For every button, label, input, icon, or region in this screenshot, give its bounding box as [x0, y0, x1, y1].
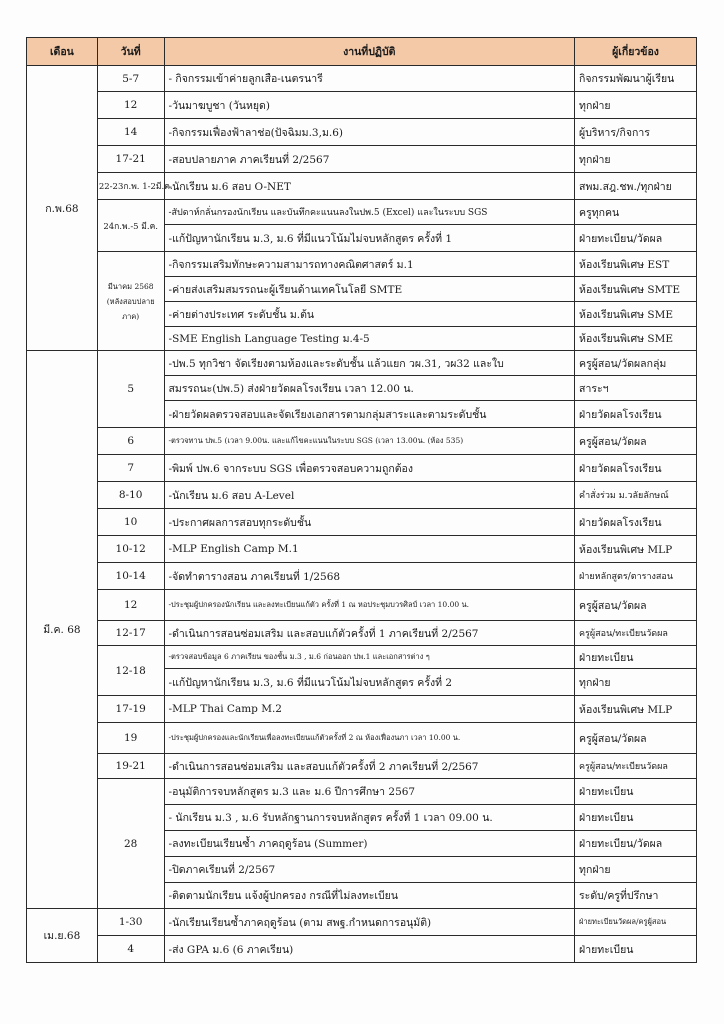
date-cell: 17-19: [97, 696, 164, 723]
date-cell: 14: [97, 119, 164, 146]
task-cell: -แก้ปัญหานักเรียน ม.3, ม.6 ที่มีแนวโน้มไม่จบหลักสูตร ครั้งที่ 1: [164, 225, 575, 252]
table-row: [27, 536, 697, 563]
task-cell: -MLP Thai Camp M.2: [164, 696, 575, 723]
responsible-cell: ทุกฝ่าย: [575, 146, 697, 173]
task-cell: -ค่ายส่งเสริมสมรรถนะผู้เรียนด้านเทคโนโลยี SMTE: [164, 277, 575, 302]
date-cell: 6: [97, 428, 164, 455]
date-cell: 10-12: [97, 536, 164, 563]
task-cell: -วันมาฆบูชา (วันหยุด): [164, 92, 575, 119]
task-cell: -นักเรียน ม.6 สอบ A-Level: [164, 482, 575, 509]
table-row: [27, 590, 697, 621]
month-cell-feb: ก.พ.68: [27, 66, 98, 351]
date-cell: 8-10: [97, 482, 164, 509]
responsible-cell: ห้องเรียนพิเศษ EST: [575, 252, 697, 277]
task-cell: -ลงทะเบียนเรียนซ้ำ ภาคฤดูร้อน (Summer): [164, 831, 575, 857]
responsible-cell: ฝ่ายทะเบียน: [575, 805, 697, 831]
responsible-cell: ทุกฝ่าย: [575, 857, 697, 883]
task-cell: สมรรถนะ(ปพ.5) ส่งฝ่ายวัดผลโรงเรียน เวลา 12.00 น.: [164, 376, 575, 401]
responsible-cell: ผู้บริหาร/กิจการ: [575, 119, 697, 146]
table-row: [27, 482, 697, 509]
task-cell: -ส่ง GPA ม.6 (6 ภาคเรียน): [164, 936, 575, 963]
responsible-cell: ฝ่ายหลักสูตร/ตารางสอน: [575, 563, 697, 590]
task-cell: -MLP English Camp M.1: [164, 536, 575, 563]
responsible-cell: ครูผู้สอน/ทะเบียนวัดผล: [575, 621, 697, 646]
responsible-cell: ครูผู้สอน/วัดผล: [575, 723, 697, 754]
responsible-cell: คำสั่งร่วม ม.วลัยลักษณ์: [575, 482, 697, 509]
task-cell: -อนุมัติการจบหลักสูตร ม.3 และ ม.6 ปีการศึกษา 2567: [164, 779, 575, 805]
date-cell: 5: [97, 351, 164, 428]
task-cell: -พิมพ์ ปพ.6 จากระบบ SGS เพื่อตรวจสอบความถูกต้อง: [164, 455, 575, 482]
task-cell: -ประชุมผู้ปกครองและนักเรียนเพื่อลงทะเบียนแก้ตัวครั้งที่ 2 ณ ห้องเฟื่องนภา เวลา 10.00 น.: [164, 723, 575, 754]
task-cell: -SME English Language Testing ม.4-5: [164, 327, 575, 351]
responsible-cell: ฝ่ายทะเบียน: [575, 646, 697, 669]
month-cell-mar: มี.ค. 68: [27, 351, 98, 909]
date-cell: 1-30: [97, 909, 164, 936]
task-cell: -ฝ่ายวัดผลตรวจสอบและจัดเรียงเอกสารตามกลุ่มสาระและตามระดับชั้น: [164, 401, 575, 428]
task-cell: -กิจกรรมเสริมทักษะความสามารถทางคณิตศาสตร์ ม.1: [164, 252, 575, 277]
date-cell: 22-23ก.พ. 1-2มี.ค.: [97, 173, 164, 200]
date-cell: 28: [97, 779, 164, 909]
task-cell: -สัปดาห์กลั่นกรองนักเรียน และบันทึกคะแนนลงในปพ.5 (Excel) และในระบบ SGS: [164, 200, 575, 225]
responsible-cell: ห้องเรียนพิเศษ MLP: [575, 696, 697, 723]
table-row: [27, 351, 697, 376]
responsible-cell: กิจกรรมพัฒนาผู้เรียน: [575, 66, 697, 92]
table-row: [27, 723, 697, 754]
table-row: [27, 92, 697, 119]
table-row: [27, 936, 697, 963]
responsible-cell: ครูผู้สอน/วัดผลกลุ่ม: [575, 351, 697, 376]
date-cell: 10: [97, 509, 164, 536]
task-cell: -ปพ.5 ทุกวิชา จัดเรียงตามห้องและระดับชั้น แล้วแยก วผ.31, วผ32 และใบ: [164, 351, 575, 376]
task-cell: -ดำเนินการสอนซ่อมเสริม และสอบแก้ตัวครั้งที่ 2 ภาคเรียนที่ 2/2567: [164, 754, 575, 779]
responsible-cell: ฝ่ายวัดผลโรงเรียน: [575, 509, 697, 536]
responsible-cell: ฝ่ายทะเบียน/วัดผล: [575, 831, 697, 857]
table-row: [27, 455, 697, 482]
schedule-table: [26, 37, 697, 963]
responsible-cell: ฝ่ายทะเบียนวัดผล/ครูผู้สอน: [575, 909, 697, 936]
responsible-cell: ห้องเรียนพิเศษ SMTE: [575, 277, 697, 302]
header-responsible: ผู้เกี่ยวข้อง: [575, 38, 697, 66]
responsible-cell: ครูทุกคน: [575, 200, 697, 225]
task-cell: -ติดตามนักเรียน แจ้งผู้ปกครอง กรณีที่ไม่ลงทะเบียน: [164, 883, 575, 909]
responsible-cell: ฝ่ายวัดผลโรงเรียน: [575, 401, 697, 428]
responsible-cell: สาระฯ: [575, 376, 697, 401]
date-cell: 5-7: [97, 66, 164, 92]
responsible-cell: ห้องเรียนพิเศษ SME: [575, 327, 697, 351]
responsible-cell: ระดับ/ครูที่ปรึกษา: [575, 883, 697, 909]
responsible-cell: ห้องเรียนพิเศษ SME: [575, 302, 697, 327]
date-cell: 10-14: [97, 563, 164, 590]
task-cell: - นักเรียน ม.3 , ม.6 รับหลักฐานการจบหลักสูตร ครั้งที่ 1 เวลา 09.00 น.: [164, 805, 575, 831]
responsible-cell: ฝ่ายทะเบียน: [575, 779, 697, 805]
month-cell-apr: เม.ย.68: [27, 909, 98, 963]
date-cell: 19-21: [97, 754, 164, 779]
task-cell: -จัดทำตารางสอน ภาคเรียนที่ 1/2568: [164, 563, 575, 590]
table-row: [27, 200, 697, 225]
task-cell: -ปิดภาคเรียนที่ 2/2567: [164, 857, 575, 883]
task-cell: -ตรวจสอบข้อมูล 6 ภาคเรียน ของชั้น ม.3 , ม.6 ก่อนออก ปพ.1 และเอกสารต่าง ๆ: [164, 646, 575, 669]
table-row: [27, 754, 697, 779]
task-cell: -นักเรียน ม.6 สอบ O-NET: [164, 173, 575, 200]
task-cell: -ตรวจทาน ปพ.5 (เวลา 9.00น. และแก้ไขคะแนนในระบบ SGS (เวลา 13.00น. (ห้อง 535): [164, 428, 575, 455]
date-cell: 12: [97, 590, 164, 621]
date-cell: 7: [97, 455, 164, 482]
responsible-cell: ห้องเรียนพิเศษ MLP: [575, 536, 697, 563]
table-row: [27, 563, 697, 590]
table-row: [27, 173, 697, 200]
responsible-cell: ครูผู้สอน/ทะเบียนวัดผล: [575, 754, 697, 779]
task-cell: -ประกาศผลการสอบทุกระดับชั้น: [164, 509, 575, 536]
responsible-cell: สพม.สฎ.ชพ./ทุกฝ่าย: [575, 173, 697, 200]
date-cell: 12-17: [97, 621, 164, 646]
task-cell: -นักเรียนเรียนซ้ำภาคฤดูร้อน (ตาม สพฐ.กำหนดการอนุมัติ): [164, 909, 575, 936]
task-cell: -ประชุมผู้ปกครองนักเรียน และลงทะเบียนแก้ตัว ครั้งที่ 1 ณ หอประชุมบวรศิลป์ เวลา 10.00 น.: [164, 590, 575, 621]
header-date: วันที่: [97, 38, 164, 66]
task-cell: -ดำเนินการสอนซ่อมเสริม และสอบแก้ตัวครั้งที่ 1 ภาคเรียนที่ 2/2567: [164, 621, 575, 646]
table-row: [27, 509, 697, 536]
table-row: [27, 646, 697, 669]
responsible-cell: ฝ่ายทะเบียน: [575, 936, 697, 963]
date-cell: 19: [97, 723, 164, 754]
responsible-cell: ทุกฝ่าย: [575, 92, 697, 119]
responsible-cell: ครูผู้สอน/วัดผล: [575, 428, 697, 455]
date-cell: 24ก.พ.-5 มี.ค.: [97, 200, 164, 252]
table-row: [27, 621, 697, 646]
task-cell: -แก้ปัญหานักเรียน ม.3, ม.6 ที่มีแนวโน้มไม่จบหลักสูตร ครั้งที่ 2: [164, 669, 575, 696]
task-cell: -ค่ายต่างประเทศ ระดับชั้น ม.ต้น: [164, 302, 575, 327]
table-row: [27, 696, 697, 723]
task-cell: -กิจกรรมเฟื่องฟ้าลาช่อ(ปัจฉิมม.3,ม.6): [164, 119, 575, 146]
task-cell: -สอบปลายภาค ภาคเรียนที่ 2/2567: [164, 146, 575, 173]
date-cell: 12: [97, 92, 164, 119]
header-row: [27, 38, 697, 66]
table-row: [27, 146, 697, 173]
responsible-cell: ฝ่ายทะเบียน/วัดผล: [575, 225, 697, 252]
header-task: งานที่ปฏิบัติ: [164, 38, 575, 66]
table-row: [27, 252, 697, 277]
table-row: [27, 428, 697, 455]
table-row: [27, 779, 697, 805]
table-row: [27, 66, 697, 92]
responsible-cell: ครูผู้สอน/วัดผล: [575, 590, 697, 621]
task-cell: - กิจกรรมเข้าค่ายลูกเสือ-เนตรนารี: [164, 66, 575, 92]
date-cell: 4: [97, 936, 164, 963]
responsible-cell: ฝ่ายวัดผลโรงเรียน: [575, 455, 697, 482]
date-cell: 12-18: [97, 646, 164, 696]
table-row: [27, 909, 697, 936]
header-month: เดือน: [27, 38, 98, 66]
date-cell: มีนาคม 2568 (หลังสอบปลายภาค): [97, 252, 164, 351]
responsible-cell: ทุกฝ่าย: [575, 669, 697, 696]
date-cell: 17-21: [97, 146, 164, 173]
table-row: [27, 119, 697, 146]
